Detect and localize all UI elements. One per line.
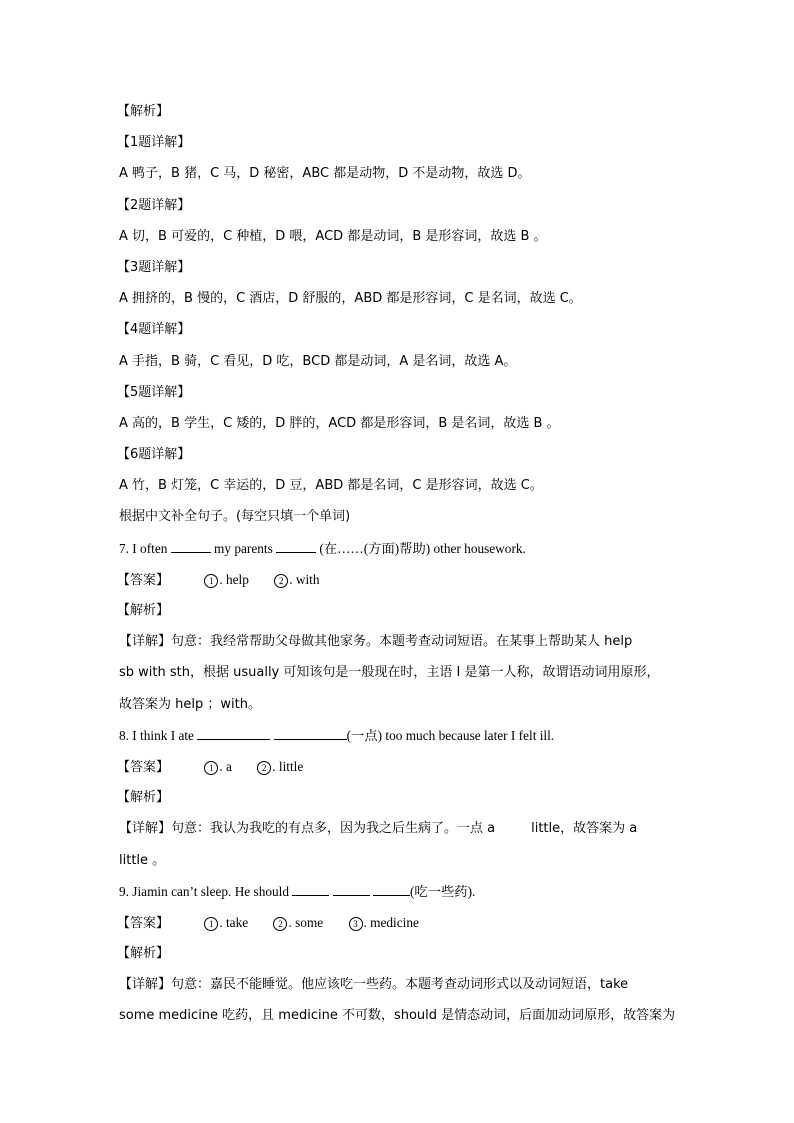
circled-number-icon: 1 bbox=[204, 761, 218, 775]
q7-text-3: (在……(方面)帮助) other housework. bbox=[319, 540, 526, 556]
q8-detail-line-1 bbox=[119, 818, 679, 849]
q9-text-2: (吃一些药). bbox=[409, 883, 476, 899]
q9-blank-3 bbox=[373, 881, 410, 896]
circled-number-icon: 2 bbox=[257, 761, 271, 775]
q7-blank-1 bbox=[171, 538, 211, 553]
q9-answer-2: . some bbox=[288, 914, 324, 930]
q8-blank-1 bbox=[197, 725, 270, 740]
q7-text-1: 7. I often bbox=[119, 540, 168, 556]
q4-heading: 【4题详解】 bbox=[117, 322, 191, 338]
q8-text-2: (一点) too much because later I felt ill. bbox=[346, 727, 555, 743]
q7-analysis-label: 【解析】 bbox=[117, 603, 170, 618]
q8-answer bbox=[119, 756, 679, 787]
q8-detail-part-2: little，故答案为 a bbox=[531, 821, 638, 837]
q7-question bbox=[119, 538, 679, 569]
q8-question bbox=[119, 725, 679, 756]
q8-analysis-label: 【解析】 bbox=[117, 790, 170, 806]
q5-heading: 【5题详解】 bbox=[117, 384, 191, 400]
circled-number-icon: 1 bbox=[204, 917, 218, 931]
q9-blank-1 bbox=[292, 881, 329, 896]
circled-number-icon: 1 bbox=[204, 574, 218, 588]
q7-answer-1: . help bbox=[219, 571, 249, 587]
q9-analysis-label: 【解析】 bbox=[117, 946, 170, 962]
analysis-heading: 【解析】 bbox=[117, 104, 170, 119]
q8-text-1: 8. I think I ate bbox=[119, 727, 194, 743]
q5-explanation: A 高的，B 学生，C 矮的，D 胖的，ACD 都是形容词，B 是名词，故选 B 。 bbox=[119, 415, 560, 431]
q8-detail-part-1: 【详解】句意：我认为我吃的有点多，因为我之后生病了。一点 a bbox=[119, 821, 496, 837]
q7-blank-2 bbox=[276, 538, 316, 553]
q9-detail-line-2: some medicine 吃药，且 medicine 不可数，should 是情态动词，后面加动词原形，故答案为 bbox=[119, 1008, 676, 1024]
q6-explanation: A 竹，B 灯笼，C 幸运的，D 豆，ABD 都是名词，C 是形容词，故选 C。 bbox=[119, 478, 543, 494]
q8-answer-1: . a bbox=[219, 758, 232, 774]
q1-heading: 【1题详解】 bbox=[117, 135, 191, 151]
q9-text-1: 9. Jiamin can’t sleep. He should bbox=[119, 883, 289, 899]
q9-answer bbox=[119, 912, 679, 943]
q6-heading: 【6题详解】 bbox=[117, 447, 191, 463]
q4-explanation: A 手指，B 骑，C 看见，D 吃，BCD 都是动词，A 是名词，故选 A。 bbox=[119, 353, 517, 369]
circled-number-icon: 2 bbox=[274, 574, 288, 588]
document-page bbox=[119, 101, 679, 1037]
q8-answer-label: 【答案】 bbox=[117, 759, 170, 775]
q7-detail-line-1: 【详解】句意：我经常帮助父母做其他家务。本题考查动词短语。在某事上帮助某人 help bbox=[119, 634, 633, 650]
q3-explanation: A 拥挤的，B 慢的，C 酒店，D 舒服的，ABD 都是形容词，C 是名词，故选 C。 bbox=[119, 291, 582, 307]
q7-text-2: my parents bbox=[214, 540, 273, 556]
q9-answer-1: . take bbox=[219, 914, 249, 930]
q7-detail-line-2: sb with sth，根据 usually 可知该句是一般现在时，主语 I 是第一人称，故谓语动词用原形， bbox=[119, 665, 660, 681]
circled-number-icon: 3 bbox=[349, 917, 363, 931]
q2-explanation: A 切，B 可爱的，C 种植，D 喂，ACD 都是动词，B 是形容词，故选 B 。 bbox=[119, 228, 547, 244]
q8-blank-2 bbox=[274, 725, 347, 740]
q9-answer-3: . medicine bbox=[363, 914, 419, 930]
q7-answer-2: . with bbox=[289, 571, 320, 587]
q8-answer-2: . little bbox=[272, 758, 304, 774]
q8-detail-line-2: little 。 bbox=[119, 852, 166, 868]
q9-answer-label: 【答案】 bbox=[117, 915, 170, 931]
q7-detail-line-3: 故答案为 help ；with。 bbox=[119, 696, 261, 712]
q1-explanation: A 鸭子，B 猪，C 马，D 秘密，ABC 都是动物，D 不是动物，故选 D。 bbox=[119, 166, 531, 182]
q9-question bbox=[119, 881, 679, 912]
q9-blank-2 bbox=[333, 881, 370, 896]
section-instruction: 根据中文补全句子。(每空只填一个单词) bbox=[119, 509, 351, 525]
q2-heading: 【2题详解】 bbox=[117, 197, 191, 213]
circled-number-icon: 2 bbox=[273, 917, 287, 931]
q7-answer bbox=[119, 569, 679, 600]
q7-answer-label: 【答案】 bbox=[117, 572, 170, 588]
q3-heading: 【3题详解】 bbox=[117, 259, 191, 275]
q9-detail-line-1: 【详解】句意：嘉民不能睡觉。他应该吃一些药。本题考查动词形式以及动词短语，take bbox=[119, 977, 629, 993]
